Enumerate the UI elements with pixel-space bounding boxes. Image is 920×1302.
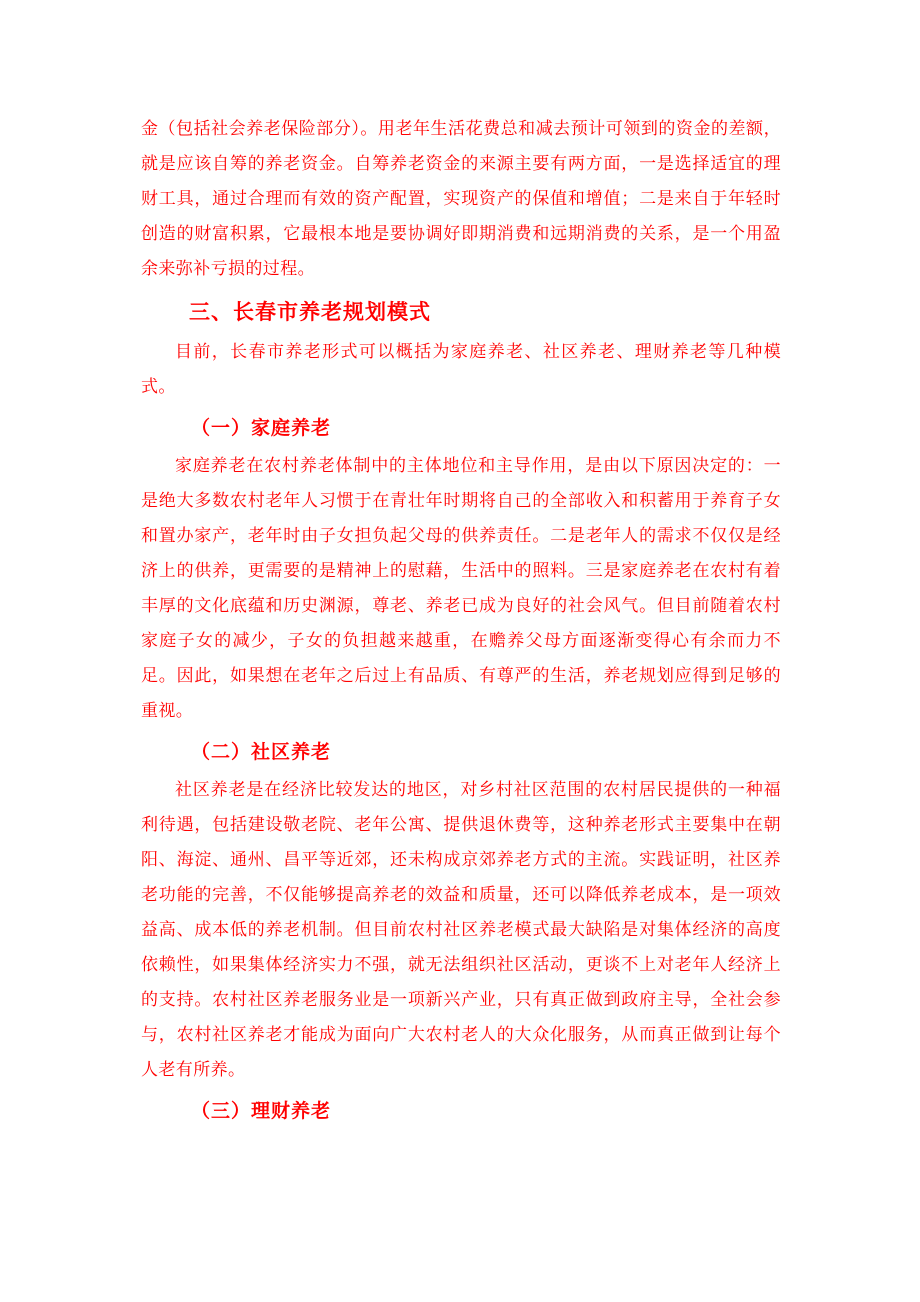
subsection-heading-family: （一）家庭养老 xyxy=(191,417,332,439)
community-paragraph: 社区养老是在经济比较发达的地区，对乡村社区范围的农村居民提供的一种福利待遇，包括建设敬老院、老年公寓、提供退休费等，这种养老形式主要集中在朝阳、海淀、通州、昌平等近郊，还未构成京郊养老方式的主流。实践证明，社区养老功能的完善，不仅能够提高养老的效益和质量，还可以降低养老成本，是一项效益高、成本低的养老机制。但目前农村社区养老模式最大缺陷是对集体经济的高度依赖性，如果集体经济实力不强，就无法组织社区活动，更谈不上对老年人经济上的支持。农村社区养老服务业是一项新兴产业，只有真正做到政府主导，全社会参与，农村社区养老才能成为面向广大农村老人的大众化服务，从而真正做到让每个人老有所养。 xyxy=(141,780,781,1080)
subsection-heading-finance: （三）理财养老 xyxy=(191,1100,332,1122)
section-lead-paragraph: 目前，长春市养老形式可以概括为家庭养老、社区养老、理财养老等几种模式。 xyxy=(141,342,781,397)
document-body xyxy=(141,112,781,1132)
subsection-heading-community: （二）社区养老 xyxy=(191,741,332,763)
section-heading: 三、长春市养老规划模式 xyxy=(189,300,431,324)
intro-paragraph: 金（包括社会养老保险部分）。用老年生活花费总和减去预计可领到的资金的差额，就是应该自筹的养老资金。自筹养老资金的来源主要有两方面，一是选择适宜的理财工具，通过合理而有效的资产配置，实现资产的保值和增值；二是来自于年轻时创造的财富积累，它最根本地是要协调好即期消费和远期消费的关系，是一个用盈余来弥补亏损的过程。 xyxy=(141,119,781,279)
family-paragraph: 家庭养老在农村养老体制中的主体地位和主导作用，是由以下原因决定的：一是绝大多数农村老年人习惯于在青壮年时期将自己的全部收入和积蓄用于养育子女和置办家产，老年时由子女担负起父母的供养责任。二是老年人的需求不仅仅是经济上的供养，更需要的是精神上的慰藉，生活中的照料。三是家庭养老在农村有着丰厚的文化底蕴和历史渊源，尊老、养老已成为良好的社会风气。但目前随着农村家庭子女的减少，子女的负担越来越重，在赡养父母方面逐渐变得心有余而力不足。因此，如果想在老年之后过上有品质、有尊严的生活，养老规划应得到足够的重视。 xyxy=(141,456,781,721)
